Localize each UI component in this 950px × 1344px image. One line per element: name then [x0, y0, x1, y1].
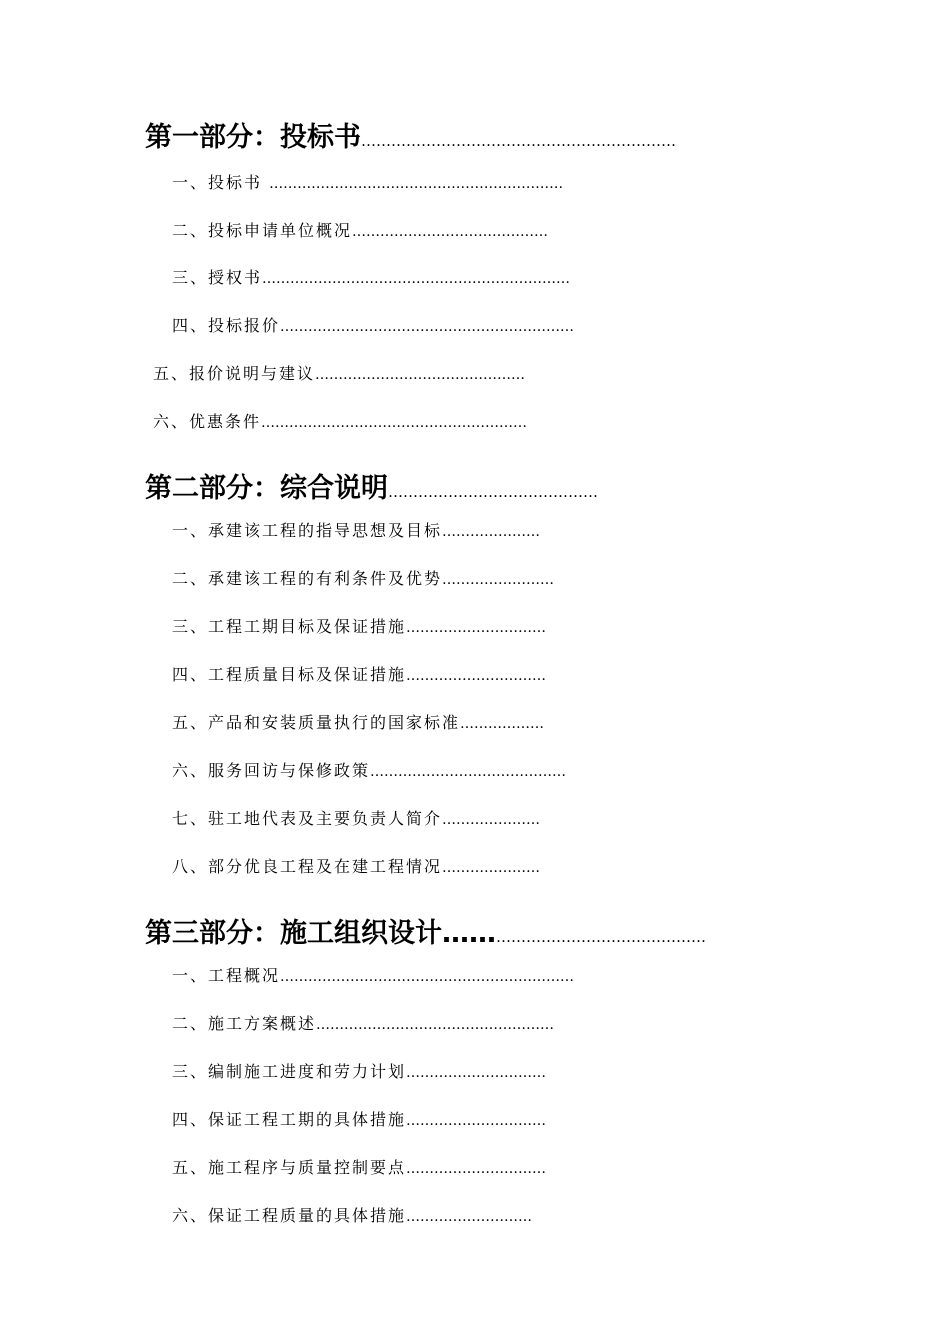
list-item: [172, 710, 544, 733]
item-label: 四、工程质量目标及保证措施: [172, 665, 407, 684]
item-label: 一、投标书: [172, 173, 270, 192]
list-item: [172, 806, 540, 829]
leader-dots: ………………………………………………………: [361, 132, 676, 150]
leader-dots: …………………………………………………: [261, 415, 528, 431]
list-item: [172, 1203, 532, 1226]
leader-dots: ……………………: [442, 572, 555, 588]
leader-dots: ………………………………………………………: [280, 319, 575, 335]
item-label: 五、施工程序与质量控制要点: [172, 1158, 407, 1177]
item-label: 六、服务回访与保修政策: [172, 761, 371, 780]
leader-dots: ……………………………………: [388, 483, 598, 501]
leader-dots: ………………………: [406, 1209, 533, 1225]
list-item: [172, 1011, 554, 1034]
leader-dots: …………………………: [406, 668, 547, 684]
list-item: [172, 265, 570, 288]
list-item: [172, 854, 540, 877]
item-label: 六、保证工程质量的具体措施: [172, 1206, 407, 1225]
leader-dots: …………………: [442, 524, 541, 540]
part-2-title: 第二部分：综合说明: [145, 473, 388, 504]
list-item: [172, 1155, 546, 1178]
item-label: 四、保证工程工期的具体措施: [172, 1110, 407, 1129]
item-label: 三、授权书: [172, 268, 263, 287]
list-item: [172, 518, 540, 541]
leader-dots: ……………………………………: [352, 224, 549, 240]
item-label: 六、优惠条件: [153, 412, 262, 431]
leader-dots: …………………………: [406, 1065, 547, 1081]
leader-dots: ………………………………………………………: [269, 176, 564, 192]
part-3-heading: [145, 911, 706, 950]
list-item: [153, 409, 527, 432]
leader-dots: …………………: [442, 860, 541, 876]
leader-dots: …………………………: [406, 620, 547, 636]
leader-dots: ……………………………………………: [316, 1017, 555, 1033]
list-item: [172, 313, 574, 336]
item-label: 一、工程概况: [172, 966, 281, 985]
list-item: [172, 170, 563, 193]
leader-dots: …………………………: [406, 1161, 547, 1177]
list-item: [172, 566, 554, 589]
item-label: 三、工程工期目标及保证措施: [172, 617, 407, 636]
item-label: 二、投标申请单位概况: [172, 221, 353, 240]
item-label: 二、施工方案概述: [172, 1014, 317, 1033]
item-label: 三、编制施工进度和劳力计划: [172, 1062, 407, 1081]
leader-dots: ………………………………………: [315, 367, 526, 383]
list-item: [172, 1059, 546, 1082]
leader-dots: …………………………: [406, 1113, 547, 1129]
part-2-heading: [145, 466, 598, 505]
item-label: 五、产品和安装质量执行的国家标准: [172, 713, 461, 732]
leader-dots: ……………………………………: [496, 928, 706, 946]
leader-dots: …………………: [442, 812, 541, 828]
item-label: 二、承建该工程的有利条件及优势: [172, 569, 443, 588]
item-label: 一、承建该工程的指导思想及目标: [172, 521, 443, 540]
part-3-title: 第三部分：施工组织设计……: [145, 918, 496, 949]
item-label: 七、驻工地代表及主要负责人简介: [172, 809, 443, 828]
item-label: 四、投标报价: [172, 316, 281, 335]
list-item: [172, 1107, 546, 1130]
list-item: [172, 963, 574, 986]
list-item: [153, 361, 525, 384]
item-label: 五、报价说明与建议: [153, 364, 316, 383]
leader-dots: ……………………………………: [370, 764, 567, 780]
list-item: [172, 614, 546, 637]
part-1-title: 第一部分：投标书: [145, 122, 361, 153]
leader-dots: ………………: [460, 716, 545, 732]
leader-dots: ………………………………………………………: [280, 969, 575, 985]
list-item: [172, 662, 546, 685]
list-item: [172, 758, 566, 781]
item-label: 八、部分优良工程及在建工程情况: [172, 857, 443, 876]
part-1-heading: [145, 115, 676, 154]
leader-dots: …………………………………………………………: [262, 271, 571, 287]
list-item: [172, 218, 548, 241]
